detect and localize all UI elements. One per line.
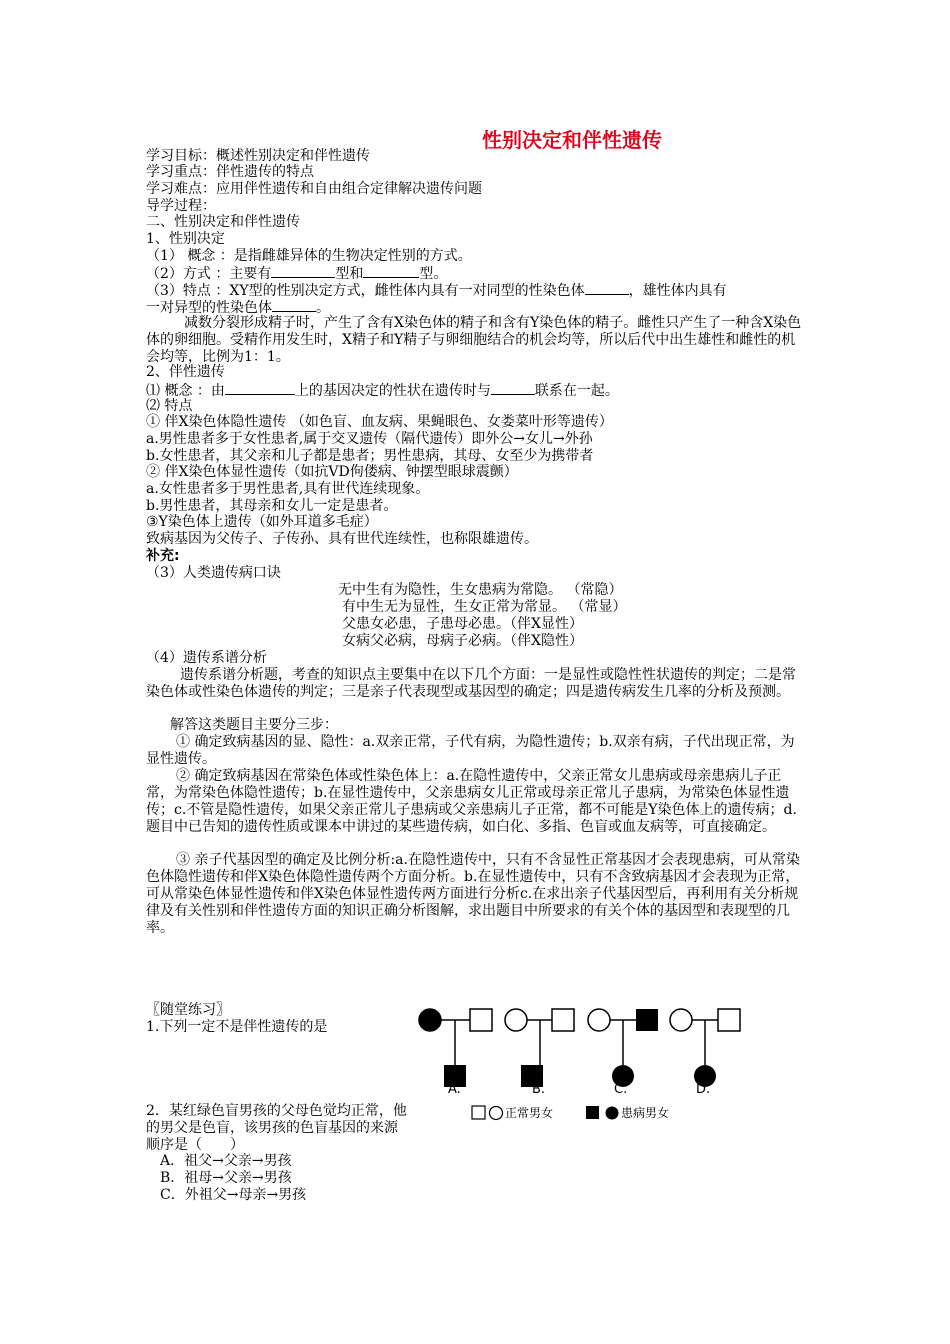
question-1: 1.下列一定不是伴性遗传的是 xyxy=(146,1019,328,1035)
x-dominant-heading: ② 伴X染色体显性遗传（如抗VD佝偻病、钟摆型眼球震颤） xyxy=(146,464,518,480)
pedigree-label-a: A. xyxy=(448,1082,461,1097)
feature-line: （3）特点 ：XY型的性别决定方式，雌性体内具有一对同型的性染色体 ，雄性体内具有 xyxy=(146,283,727,299)
concept2-line: ⑴ 概念 ：由 上的基因决定的性状在遗传时与 联系在一起。 xyxy=(146,383,619,399)
sub-heading-sex-linked: 2、伴性遗传 xyxy=(146,364,225,380)
pedigree-legend-symbols xyxy=(471,1103,641,1123)
legend-affected-male xyxy=(586,1106,599,1119)
pedigree-male-normal xyxy=(470,1009,492,1031)
pedigree-female-normal xyxy=(670,1009,692,1031)
concept-line: （1） 概念 ：是指雌雄异体的生物决定性别的方式。 xyxy=(146,248,472,264)
x-recessive-a: a.男性患者多于女性患者,属于交叉遗传（隔代遗传）即外公→女儿→外孙 xyxy=(146,431,593,447)
learning-goal: 学习目标：概述性别决定和伴性遗传 xyxy=(146,148,370,164)
legend-affected-text: 患病男女 xyxy=(621,1106,670,1120)
pedigree-female-normal xyxy=(588,1009,610,1031)
method-line: （2）方式 ：主要有 型和 型。 xyxy=(146,266,448,282)
feature-line-2: 一对异型的性染色体 。 xyxy=(146,300,330,316)
steps-heading: 解答这类题目主要分三步： xyxy=(170,717,338,733)
step-2: ② 确定致病基因在常染色体或性染色体上：a.在隐性遗传中，父亲正常女儿患病或母亲患病儿子正常，为常染色体隐性遗传；b.在显性遗传中，父亲患病女儿正常或母亲正常儿子患病，为常染色体显性遗传；c.不管是隐性遗传，如果父亲正常儿子患病或父亲患病儿子正常，都不可能是Y染色体上的遗传病；d.题目中已告知的遗传性质或课本中讲过的某些遗传病，如白化、多指、色盲或血友病等，可直接确定。 xyxy=(146,768,797,835)
legend-affected-female xyxy=(606,1107,619,1120)
practice-heading: 〖随堂练习〗 xyxy=(146,1002,230,1018)
pedigree-female-affected xyxy=(419,1009,441,1031)
learning-focus: 学习重点：伴性遗传的特点 xyxy=(146,164,314,180)
step-1: ① 确定致病基因的显、隐性：a.双亲正常，子代有病，为隐性遗传；b.双亲有病，子代出现正常，为显性遗传。 xyxy=(146,734,795,767)
pedigree-analysis-heading: （4）遗传系谱分析 xyxy=(146,650,267,666)
supplement-label: 补充: xyxy=(146,548,180,564)
pedigree-diagram xyxy=(413,1003,753,1115)
option-b: B．祖母→父亲→男孩 xyxy=(160,1170,292,1186)
rhyme-heading: （3）人类遗传病口诀 xyxy=(146,565,281,581)
y-linked-text: 致病基因为父传子、子传孙、具有世代连续性，也称限雄遗传。 xyxy=(146,531,538,547)
option-a: A．祖父→父亲→男孩 xyxy=(160,1153,292,1169)
legend-normal-text: 正常男女 xyxy=(505,1106,554,1120)
rhyme-line: 无中生有为隐性，生女患病为常隐。 （常隐） xyxy=(338,582,623,598)
pedigree-label-b: B. xyxy=(532,1082,546,1097)
pedigree-label-d: D. xyxy=(696,1082,711,1097)
pedigree-intro: 遗传系谱分析题，考查的知识点主要集中在以下几个方面：一是显性或隐性性状遗传的判定；二是常染色体或性染色体遗传的判定；三是亲子代表现型或基因型的确定；四是遗传病发生几率的分析及预测。 xyxy=(146,667,796,700)
learning-process: 导学过程： xyxy=(146,198,216,214)
pedigree-male-normal xyxy=(718,1009,740,1031)
x-dominant-b: b.男性患者，其母亲和女儿一定是患者。 xyxy=(146,498,398,514)
option-c: C．外祖父→母亲→男孩 xyxy=(160,1187,307,1203)
pedigree-male-normal xyxy=(552,1009,574,1031)
legend-normal-male xyxy=(472,1106,485,1119)
sub-heading-sex-determination: 1、性别决定 xyxy=(146,231,225,247)
section-heading: 二、性别决定和伴性遗传 xyxy=(146,214,300,230)
question-2: 2．某红绿色盲男孩的父母色觉均正常，他的男父是色盲，该男孩的色盲基因的来源顺序是（ ） xyxy=(146,1103,407,1153)
learning-difficulty: 学习难点：应用伴性遗传和自由组合定律解决遗传问题 xyxy=(146,181,482,197)
page-title: 性别决定和伴性遗传 xyxy=(482,128,662,152)
pedigree-label-c: C. xyxy=(614,1082,628,1097)
rhyme-line: 有中生无为显性，生女正常为常显。 （常显） xyxy=(342,599,627,615)
rhyme-line: 父患女必患，子患母必患。（伴X显性） xyxy=(342,616,583,632)
rhyme-line: 女病父必病，母病子必病。（伴X隐性） xyxy=(342,633,583,649)
y-linked-heading: ③Y染色体上遗传（如外耳道多毛症） xyxy=(146,514,378,530)
features-heading: ⑵ 特点 xyxy=(146,398,193,414)
pedigree-female-normal xyxy=(505,1009,527,1031)
x-dominant-a: a.女性患者多于男性患者,具有世代连续现象。 xyxy=(146,481,430,497)
x-recessive-heading: ① 伴X染色体隐性遗传 （如色盲、血友病、果蝇眼色、女娄菜叶形等遗传） xyxy=(146,414,613,430)
x-recessive-b: b.女性患者，其父亲和儿子都是患者；男性患病，其母、女至少为携带者 xyxy=(146,448,594,464)
pedigree-male-affected xyxy=(636,1009,658,1031)
step-3: ③ 亲子代基因型的确定及比例分析:a.在隐性遗传中，只有不含显性正常基因才会表现患病，可从常染色体隐性遗传和伴X染色体隐性遗传两个方面分析。b.在显性遗传中，只有不含致病基因才会表现为正常，可从常染色体显性遗传和伴X染色体显性遗传两方面进行分析c.在求出亲子代基因型后，再利用有关分析规律及有关性别和伴性遗传方面的知识正确分析图解，求出题目中所要求的有关个体的基因型和表现型的几率。 xyxy=(146,852,800,936)
legend-normal-female xyxy=(490,1107,503,1120)
meiosis-paragraph: 减数分裂形成精子时，产生了含有X染色体的精子和含有Y染色体的精子。雌性只产生了一种含X染色体的卵细胞。受精作用发生时，X精子和Y精子与卵细胞结合的机会均等，所以后代中出生雄性和雌性的机会均等，比例为1：1。 xyxy=(146,315,802,365)
